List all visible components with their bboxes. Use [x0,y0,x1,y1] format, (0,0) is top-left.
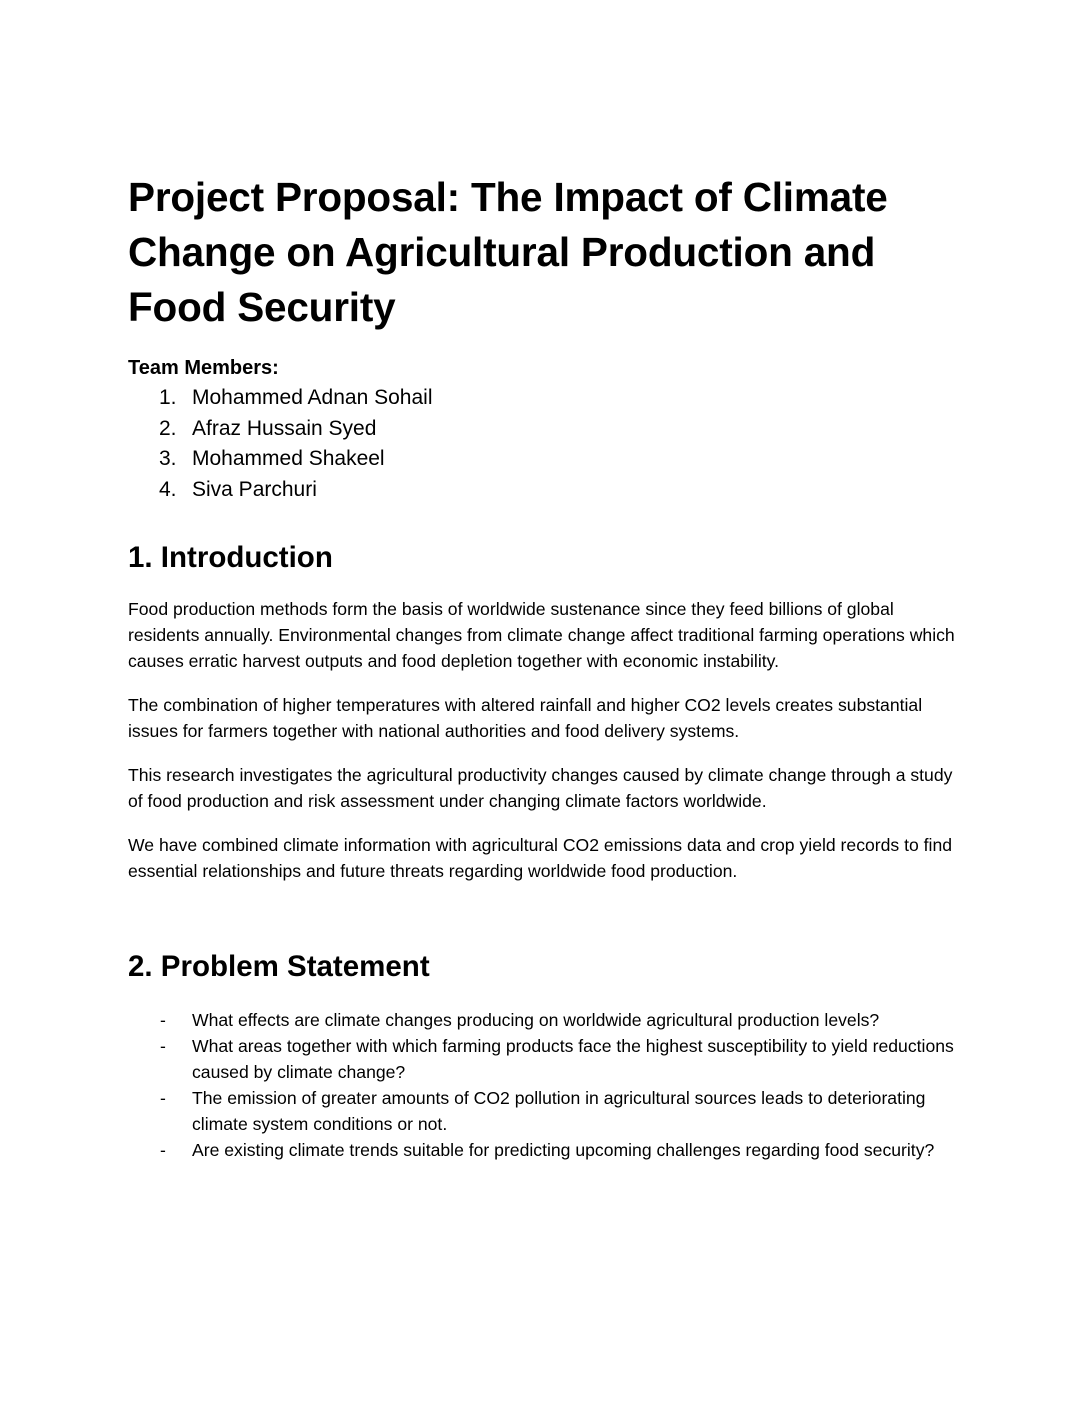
introduction-paragraph: Food production methods form the basis of worldwide sustenance since they feed billions of global residents annually. Environmental changes from climate change affect traditional farming operations which causes erratic harvest outputs and food depletion together with economic instability. [128,599,955,671]
list-number: 2. [159,416,177,440]
bullet-dash: - [160,1010,166,1030]
problem-text: The emission of greater amounts of CO2 pollution in agricultural sources leads to deteriorating climate system conditions or not. [192,1088,926,1134]
team-member-item [128,444,968,475]
introduction-heading: 1. Introduction [128,541,333,574]
team-member-item [128,414,968,445]
bullet-dash: - [160,1088,166,1108]
problem-statement-heading: 2. Problem Statement [128,950,430,983]
team-member-name: Mohammed Shakeel [192,447,385,470]
bullet-dash: - [160,1036,166,1056]
problem-item [128,1033,968,1085]
introduction-paragraph: The combination of higher temperatures with altered rainfall and higher CO2 levels creates substantial issues for farmers together with national authorities and food delivery systems. [128,695,923,741]
bullet-dash: - [160,1140,166,1160]
document-title: Project Proposal: The Impact of Climate Change on Agricultural Production and Food Security [128,174,888,330]
team-member-name: Siva Parchuri [192,477,317,501]
team-member-name: Afraz Hussain Syed [192,416,377,440]
list-number: 4. [159,477,177,501]
team-members-list [128,383,968,505]
problem-item [128,1137,968,1163]
team-members-heading: Team Members: [128,357,279,379]
team-member-name: Mohammed Adnan Sohail [192,386,433,409]
introduction-body [128,596,968,884]
problem-text: Are existing climate trends suitable for predicting upcoming challenges regarding food security? [192,1140,935,1160]
team-member-item [128,383,968,414]
introduction-paragraph: This research investigates the agricultural productivity changes caused by climate change through a study of food production and risk assessment under changing climate factors worldwide. [128,765,953,811]
introduction-paragraph: We have combined climate information with agricultural CO2 emissions data and crop yield records to find essential relationships and future threats regarding worldwide food production. [128,835,953,881]
team-member-item [128,475,968,506]
problem-item [128,1085,968,1137]
problem-statement-list [128,1007,968,1163]
list-number: 1. [159,386,177,409]
problem-text: What effects are climate changes producing on worldwide agricultural production levels? [192,1010,880,1030]
list-number: 3. [159,447,177,470]
problem-text: What areas together with which farming products face the highest susceptibility to yield reductions caused by climate change? [192,1036,954,1082]
document-content [128,170,968,1163]
problem-item [128,1007,968,1033]
